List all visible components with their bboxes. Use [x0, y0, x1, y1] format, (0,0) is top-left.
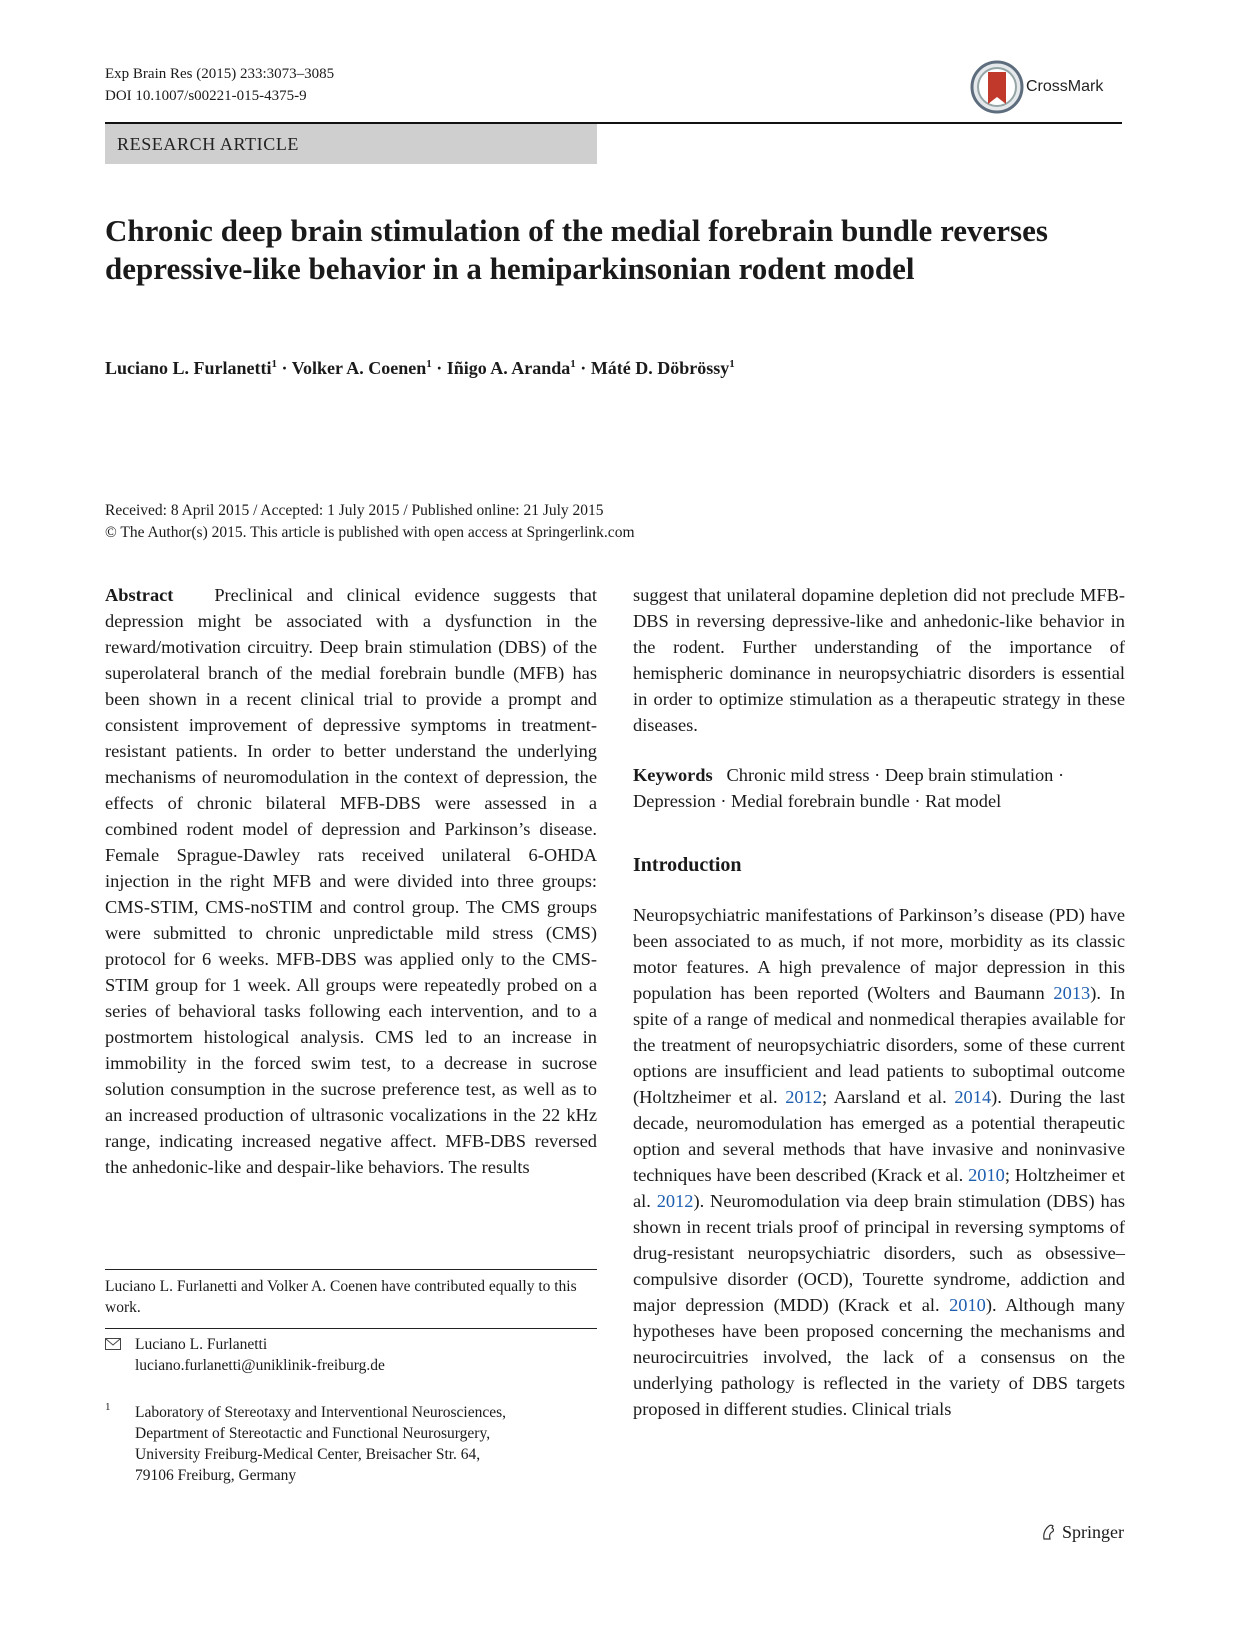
- introduction-text-segment: ). During the last decade, neuromodulation has emerged as a potential therapeutic option and several methods that have invasive and noninvasive techniques have been described (Krack et al.: [633, 1087, 1126, 1185]
- affiliation-number: 1: [105, 1401, 111, 1413]
- citation-link[interactable]: 2010: [968, 1165, 1005, 1185]
- keywords-label: Keywords: [633, 765, 713, 785]
- author-name[interactable]: Máté D. Döbrössy: [590, 358, 730, 378]
- correspondent-name: Luciano L. Furlanetti: [135, 1336, 268, 1353]
- author-separator: ·: [431, 358, 447, 378]
- springer-horse-icon: [1040, 1523, 1058, 1541]
- contribution-note: Luciano L. Furlanetti and Volker A. Coenen have contributed equally to this work.: [105, 1278, 577, 1316]
- author-name[interactable]: Iñigo A. Aranda: [446, 358, 571, 378]
- author-affiliation-ref[interactable]: 1: [570, 358, 576, 370]
- correspondence: [135, 1334, 385, 1376]
- affiliation-line: 79106 Freiburg, Germany: [135, 1467, 297, 1484]
- abstract-label: Abstract: [105, 585, 174, 605]
- copyright-line: © The Author(s) 2015. This article is published with open access at Springerlink.com: [105, 524, 635, 541]
- author-separator: ·: [575, 358, 591, 378]
- publisher-name: Springer: [1062, 1522, 1124, 1542]
- introduction-text-segment: ). Although many hypotheses have been proposed concerning the mechanisms and neurocircuitries involved, the lack of a consensus on the underlying pathology is reflected in the variety of DBS targets proposed in different studies. Clinical trials: [633, 1295, 1125, 1419]
- author-name[interactable]: Volker A. Coenen: [291, 358, 427, 378]
- author-name[interactable]: Luciano L. Furlanetti: [105, 358, 272, 378]
- citation-link[interactable]: 2013: [1053, 983, 1091, 1003]
- author-separator: ·: [277, 358, 292, 378]
- abstract-text: Preclinical and clinical evidence suggests that depression might be associated with a dysfunction in the reward/motivation circuitry. Deep brain stimulation (DBS) of the superolateral branch of the medial forebrain bundle (MFB) has been shown in a recent clinical trial to provide a prompt and consistent improvement of depressive symptoms in treatment-resistant patients. In order to better understand the underlying mechanisms of neuromodulation in the context of depression, the effects of chronic bilateral MFB-DBS were assessed in a combined rodent model of depression and Parkinson’s disease. Female Sprague-Dawley rats received unilateral 6-OHDA injection in the right MFB and were divided into three groups: CMS-STIM, CMS-noSTIM and control group. The CMS groups were submitted to chronic unpredictable mild stress (CMS) protocol for 6 weeks. MFB-DBS was applied only to the CMS-STIM group for 1 week. All groups were repeatedly probed on a series of behavioral tasks following each intervention, and to a postmortem histological analysis. CMS led to an increase in immobility in the forced swim test, to a decrease in sucrose solution consumption in the sucrose preference test, as well as to an increased production of ultrasonic vocalizations in the 22 kHz range, indicating increased negative affect. MFB-DBS reversed the anhedonic-like and despair-like behaviors. The results: [105, 585, 597, 1177]
- author-affiliation-ref[interactable]: 1: [271, 358, 278, 370]
- introduction-text-segment: ; Aarsland et al.: [822, 1087, 955, 1107]
- introduction-text-segment: Neuropsychiatric manifestations of Parkinson’s disease (PD) have been associated to as much, if not more, morbidity as its classic motor features. A high prevalence of major depression in this population has been reported (Wolters and Baumann: [633, 905, 1125, 1003]
- dates-line: Received: 8 April 2015 / Accepted: 1 July 2015 / Published online: 21 July 2015: [105, 502, 604, 519]
- introduction-text-segment: ). In spite of a range of medical and nonmedical therapies available for the treatment of neuropsychiatric disorders, some of these current options are insufficient and lead patients to suboptimal outcome (Holtzheimer et al.: [633, 983, 1126, 1107]
- abstract-continuation: suggest that unilateral dopamine depletion did not preclude MFB-DBS in reversing depressive-like and anhedonic-like behavior in the rodent. Further understanding of the importance of hemispheric dominance in neuropsychiatric disorders is essential in order to optimize stimulation as a therapeutic strategy in these diseases.: [633, 585, 1125, 735]
- author-list: [105, 358, 735, 379]
- affiliation-line: Department of Stereotactic and Functional Neurosurgery,: [135, 1425, 491, 1442]
- crossmark-badge[interactable]: [970, 60, 1120, 120]
- affiliation-line: University Freiburg-Medical Center, Breisacher Str. 64,: [135, 1446, 481, 1463]
- doi[interactable]: DOI 10.1007/s00221-015-4375-9: [105, 88, 307, 104]
- introduction-text-segment: ; Holtzheimer et al.: [633, 1165, 1125, 1211]
- citation-link[interactable]: 2012: [656, 1191, 694, 1211]
- affiliation-line: Laboratory of Stereotaxy and Interventional Neurosciences,: [135, 1404, 506, 1421]
- article-type: RESEARCH ARTICLE: [117, 134, 300, 154]
- affiliation: [135, 1402, 595, 1486]
- footnote-rule: [105, 1328, 597, 1329]
- right-column: [633, 582, 1125, 1422]
- citation-link[interactable]: 2014: [954, 1087, 992, 1107]
- keywords: [633, 762, 1125, 814]
- article-title: Chronic deep brain stimulation of the medial forebrain bundle reverses depressive-like behavior in a hemiparkinsonian rodent model: [105, 213, 1048, 286]
- article-type-band: [105, 124, 597, 164]
- footnote-rule: [105, 1269, 597, 1270]
- crossmark-label: CrossMark: [1026, 78, 1104, 95]
- author-affiliation-ref[interactable]: 1: [729, 358, 735, 370]
- author-affiliation-ref[interactable]: 1: [426, 358, 432, 370]
- keywords-text: Chronic mild stress · Deep brain stimulation · Depression · Medial forebrain bundle · Rat model: [633, 765, 1065, 811]
- citation-link[interactable]: 2010: [949, 1295, 986, 1315]
- section-heading-introduction: Introduction: [633, 854, 742, 876]
- abstract: [105, 582, 597, 1180]
- introduction-text-segment: ). Neuromodulation via deep brain stimulation (DBS) has shown in recent trials proof of principal in reversing symptoms of drug-resistant neuropsychiatric disorders, such as obsessive–compulsive disorder (OCD), Tourette syndrome, addiction and major depression (MDD) (Krack et al.: [633, 1191, 1126, 1315]
- crossmark-icon: [970, 60, 1024, 114]
- envelope-icon: [105, 1338, 121, 1350]
- introduction-text: [633, 902, 1125, 1422]
- correspondent-email[interactable]: luciano.furlanetti@uniklinik-freiburg.de: [135, 1357, 385, 1374]
- publication-dates: [105, 500, 1005, 544]
- journal-reference: Exp Brain Res (2015) 233:3073–3085: [105, 66, 335, 82]
- publisher-logo: [1040, 1522, 1124, 1543]
- citation-link[interactable]: 2012: [785, 1087, 823, 1107]
